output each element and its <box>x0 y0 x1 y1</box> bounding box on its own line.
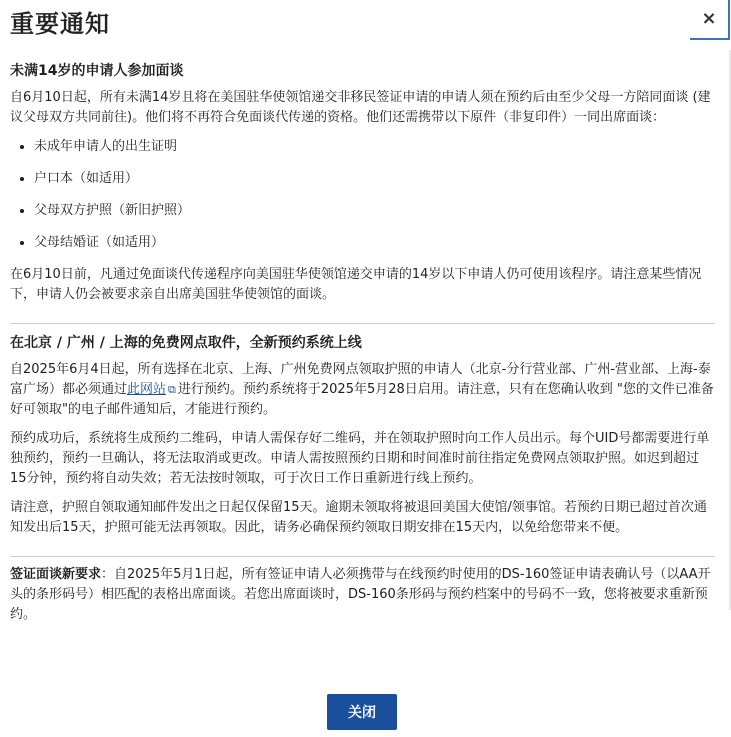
dialog-footer <box>0 678 731 737</box>
this-website-link[interactable]: 此网站 <box>127 382 167 397</box>
paragraph <box>10 565 715 625</box>
close-icon[interactable]: × <box>690 0 730 40</box>
dialog-body[interactable] <box>10 60 715 676</box>
paragraph: 预约成功后，系统将生成预约二维码，申请人需保存好二维码，并在领取护照时向工作人员出示。每个UID号都需要进行单独预约，预约一旦确认，将无法取消或更改。申请人需按照预约日期和时间准时前往指定免费网点领取护照。如迟到超过15分钟，预约将自动失效；若无法按时领取，可于次日工作日重新进行线上预约。 <box>10 431 710 486</box>
document-list <box>10 137 715 253</box>
section-pickup <box>10 323 715 556</box>
list-item: • 未成年申请人的出生证明 <box>34 137 715 157</box>
section-title: 未满14岁的申请人参加面谈 <box>10 63 184 79</box>
list-item: • 户口本（如适用） <box>34 169 715 189</box>
paragraph-text: 自2025年6月4日起，所有选择在北京、上海、广州免费网点领取护照的申请人（北京-分行营业部、广州-营业部、上海-泰富广场）都必须通过 <box>10 362 711 397</box>
section-minors <box>10 60 715 323</box>
paragraph-text: 进行预约。预约系统将于2025年5月28日启用。请注意，只有在您确认收到 "您的文件已准备好可领取"的电子邮件通知后，才能进行预约。 <box>10 382 714 417</box>
paragraph: 自6月10日起，所有未满14岁且将在美国驻华使领馆递交非移民签证申请的申请人须在预约后由至少父母一方陪同面谈 (建议父母双方共同前往)。他们将不再符合免面谈代传递的资格。他们还需携带以下原件（非复印件）一同出席面谈： <box>10 90 711 125</box>
list-item: • 父母双方护照（新旧护照） <box>34 201 715 221</box>
dialog-header <box>0 0 731 46</box>
section-interview <box>10 556 715 643</box>
paragraph: 在6月10日前，凡通过免面谈代传递程序向美国驻华使领馆递交申请的14岁以下申请人仍可使用该程序。请注意某些情况下，申请人仍会被要求亲自出席美国驻华使领馆的面谈。 <box>10 267 702 302</box>
paragraph: 请注意，护照自领取通知邮件发出之日起仅保留15天。逾期未领取将被退回美国大使馆/领事馆。若预约日期已超过首次通知发出后15天，护照可能无法再领取。因此，请务必确保预约领取日期安排在15天内，以免给您带来不便。 <box>10 500 707 535</box>
paragraph <box>10 360 715 420</box>
dialog-title: 重要通知 <box>10 10 110 38</box>
scroll-fade <box>0 650 731 678</box>
list-item: • 父母结婚证（如适用） <box>34 233 715 253</box>
external-link-icon: ⧉ <box>168 383 176 396</box>
section-title: 在北京 / 广州 / 上海的免费网点取件，全新预约系统上线 <box>10 335 362 351</box>
paragraph-text: ：自2025年5月1日起，所有签证申请人必须携带与在线预约时使用的DS-160签证申请表确认号（以AA开头的条形码号）相匹配的表格出席面谈。若您出席面谈时，DS-160条形码与预约档案中的号码不一致，您将被要求重新预约。 <box>10 567 711 622</box>
close-button[interactable]: 关闭 <box>327 694 397 730</box>
lead-text: 签证面谈新要求 <box>10 567 102 582</box>
